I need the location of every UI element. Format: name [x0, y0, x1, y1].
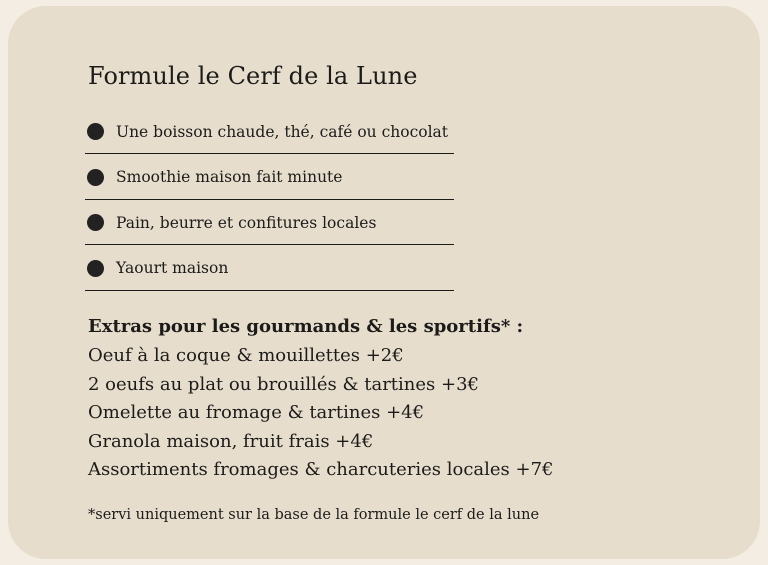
extras-item: 2 oeufs au plat ou brouillés & tartines +3€ [88, 373, 479, 395]
formula-item-label: Pain, beurre et confitures locales [116, 213, 377, 232]
extras-item: Assortiments fromages & charcuteries locales +7€ [88, 459, 554, 481]
extras-item: Granola maison, fruit frais +4€ [88, 430, 374, 452]
list-item [85, 156, 454, 200]
extras-item: Oeuf à la coque & mouillettes +2€ [88, 345, 404, 366]
extras-item: Omelette au fromage & tartines +4€ [88, 402, 425, 424]
formula-title: Formule le Cerf de la Lune [88, 62, 418, 90]
footnote: *servi uniquement sur la base de la formule le cerf de la lune [88, 507, 540, 523]
formula-item-label: Smoothie maison fait minute [116, 168, 343, 186]
bullet-icon [87, 260, 104, 277]
bullet-icon [87, 123, 104, 140]
extras-section [88, 316, 728, 485]
list-item [85, 201, 454, 245]
formula-list [85, 110, 454, 292]
list-item [85, 110, 454, 154]
formula-item-label: Une boisson chaude, thé, café ou chocolat [116, 122, 449, 141]
extras-heading: Extras pour les gourmands & les sportifs* : [88, 316, 524, 337]
extras-list [88, 342, 728, 485]
formula-item-label: Yaourt maison [116, 259, 229, 277]
list-item [85, 247, 454, 291]
bullet-icon [87, 214, 104, 231]
bullet-icon [87, 169, 104, 186]
menu-card [8, 6, 760, 559]
